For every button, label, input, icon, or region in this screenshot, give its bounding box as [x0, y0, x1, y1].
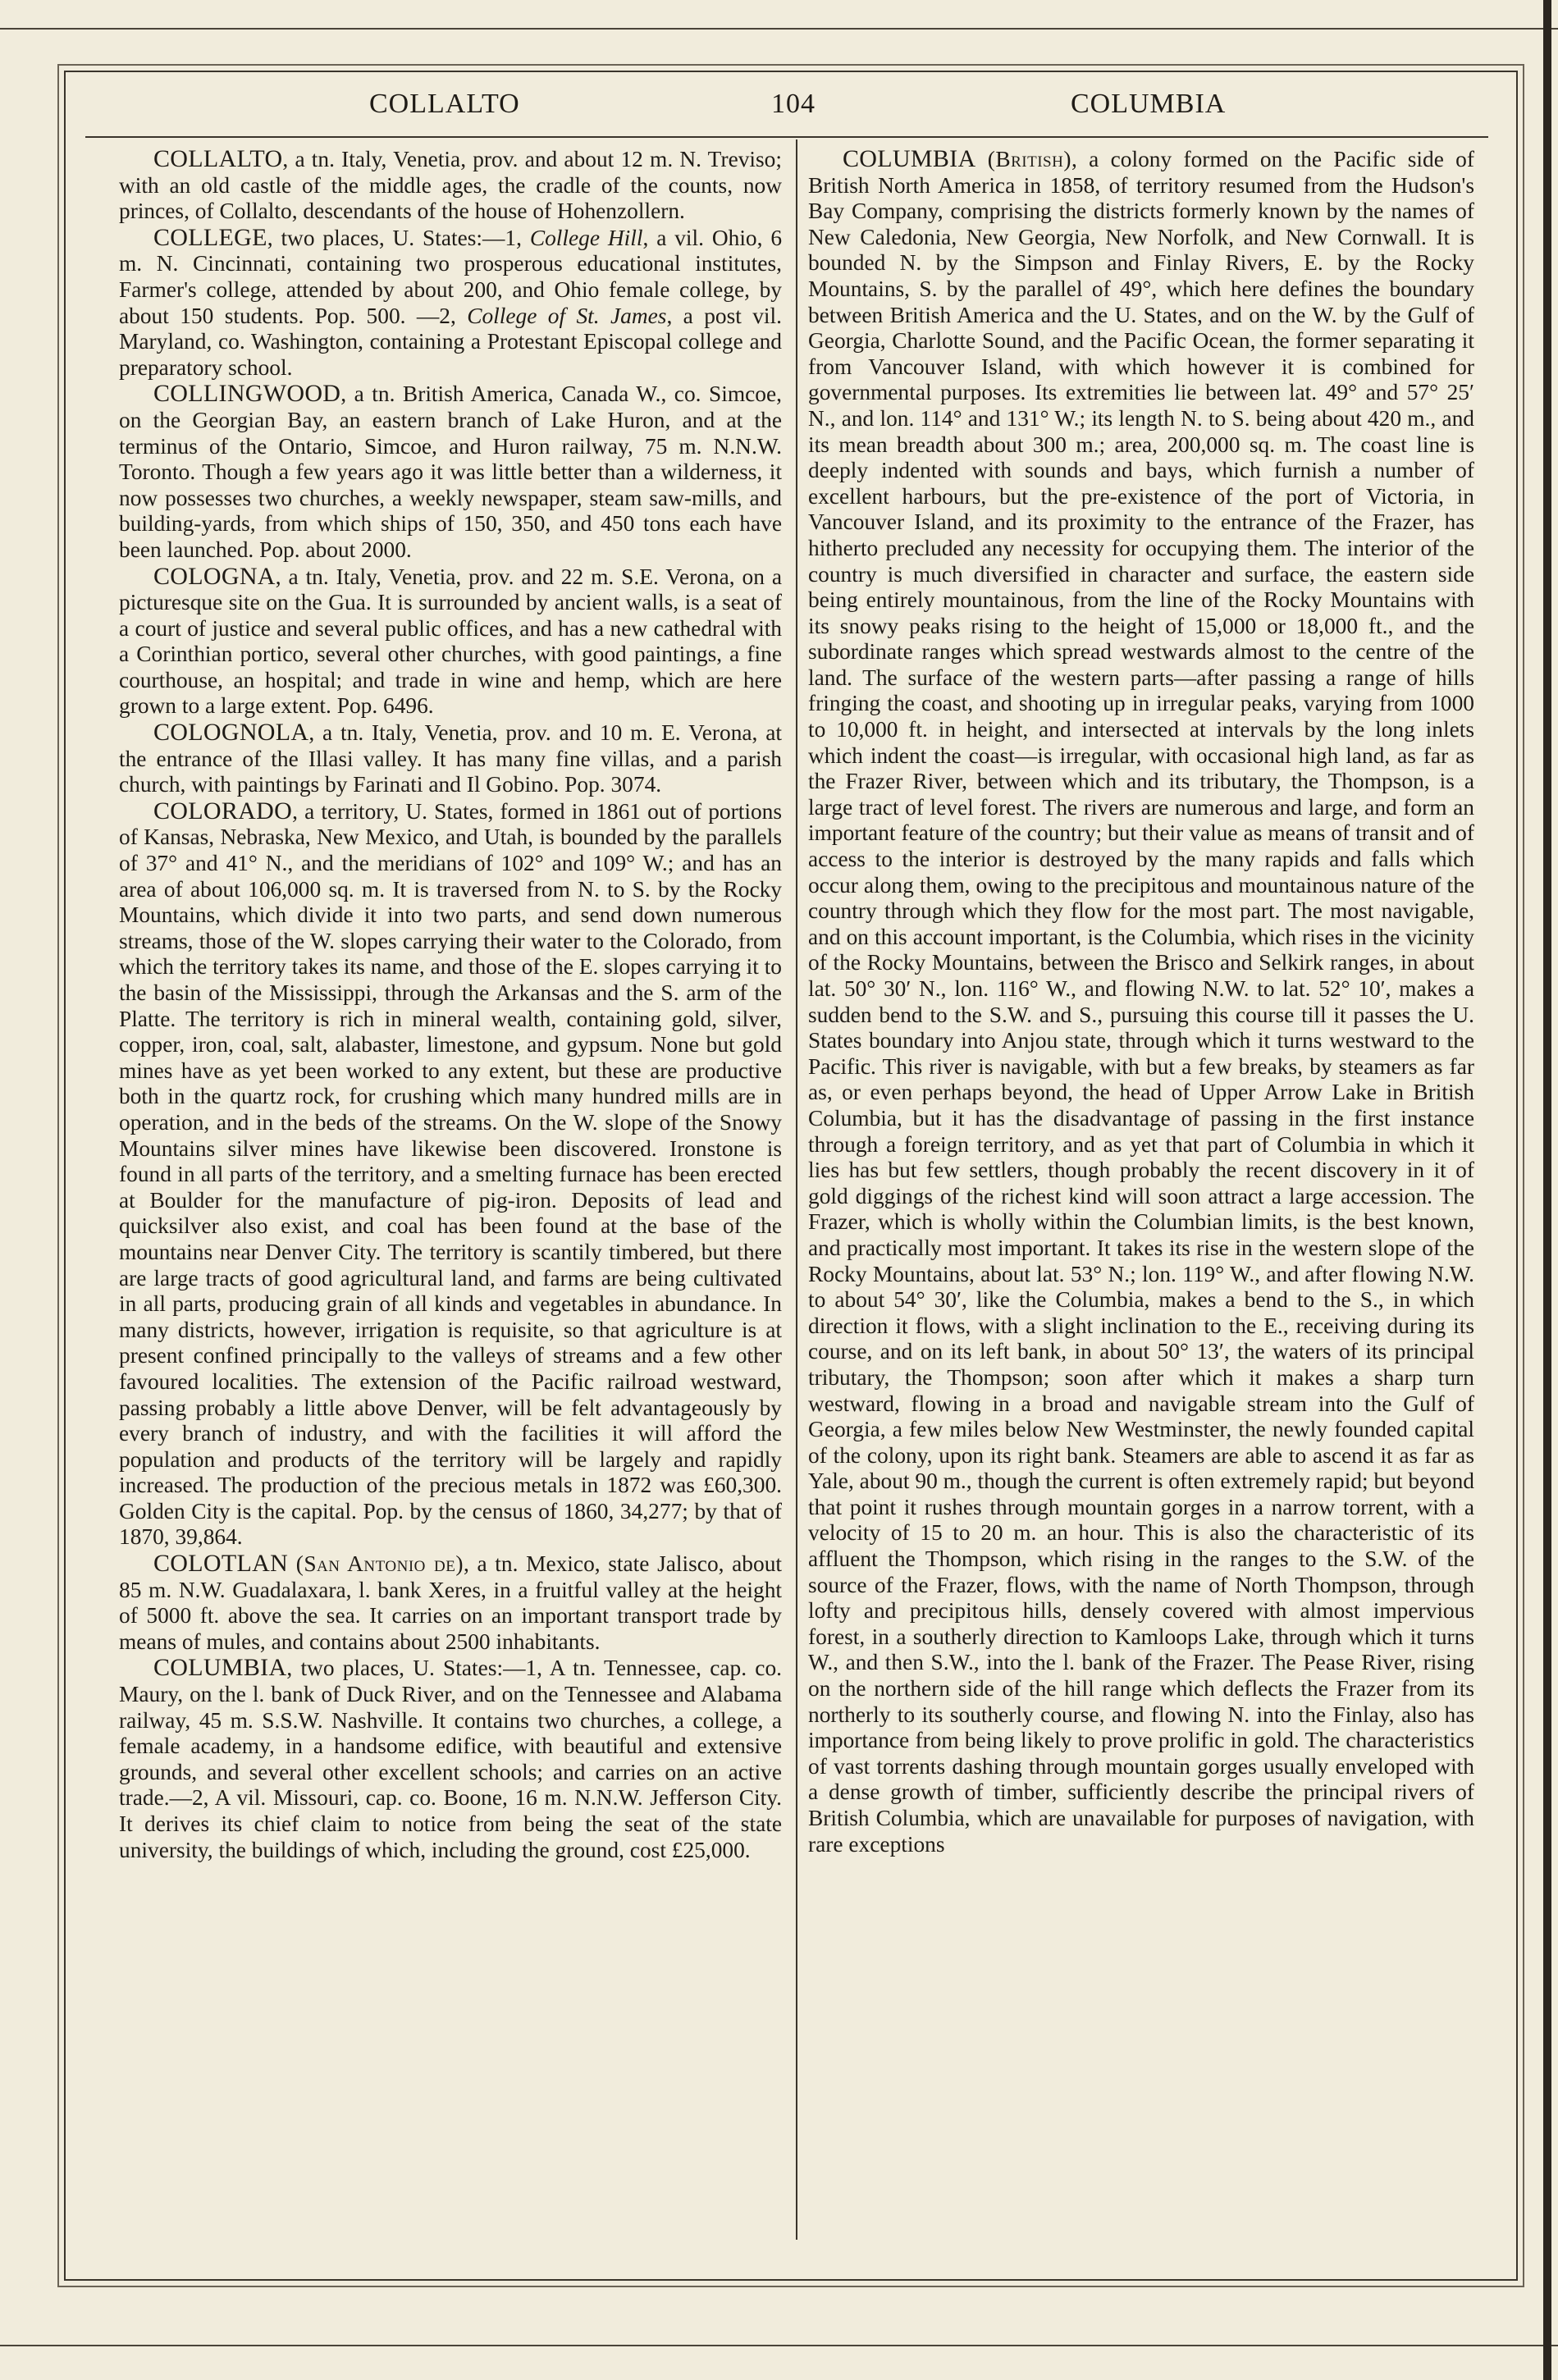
entry-text: , a colony formed on the Pacific side of British North America in 1858, of territory resumed from the Hudson's Bay Company, comprising the districts formerly known by the names of New Caledonia, New Georgia, New Norfolk, and New Cornwall. It is bounded N. by the Simpson and Finlay Rivers, E. by the Rocky Mountains, S. by the parallel of 49°, which here defines the boundary between British America and the U. States, and on the W. by the Gulf of Georgia, Charlotte Sound, and the Pacific Ocean, the former separating it from Vancouver Island, with which however it is combined for governmental purposes. Its extremities lie between lat. 49° and 57° 25′ N., and lon. 114° and 131° W.; its length N. to S. being about 420 m., and its mean breadth about 300 m.; area, 200,000 sq. m. The coast line is deeply indented with sounds and bays, which furnish a number of excellent harbours, but the pre-existence of the port of Victoria, in Vancouver Island, and its proximity to the entrance of the Frazer, has hitherto precluded any necessity for occupying them. The interior of the country is much diversified in character and surface, the eastern side being entirely mountainous, from the line of the Rocky Mountains with its snowy peaks rising to the height of 15,000 or 18,000 ft., and the subordinate ranges which spread westwards almost to the centre of the land. The surface of the western parts—after passing a range of hills fringing the coast, and shooting up in irregular peaks, varying from 1000 to 10,000 ft. in height, and intersected at intervals by the long inlets which indent the coast—is irregular, with occasional high land, as far as the Frazer River, between which and its tributary, the Thompson, is a large tract of level forest. The rivers are numerous and large, and form an important feature of the country; but their value as means of transit and of access to the interior is destroyed by the many rapids and falls which occur along them, owing to the precipitous and mountainous nature of the country through which they flow for the most part. The most navigable, and on this account important, is the Columbia, which rises in the vicinity of the Rocky Mountains, between the Brisco and Selkirk ranges, in about lat. 50° 30′ N., lon. 116° W., and flowing N.W. to lat. 52° 10′, makes a sudden bend to the S.W. and S., pursuing this course till it passes the U. States boundary into Anjou state, through which it turns westward to the Pacific. This river is navigable, with but a few breaks, by steamers as far as, or even perhaps beyond, the head of Upper Arrow Lake in British Columbia, but it has the disadvantage of passing in the first instance through a foreign territory, and as yet that part of Columbia in which it lies has but few settlers, though probably the recent discovery in it of gold diggings of the richest kind will soon attract a large accession. The Frazer, which is wholly within the Columbian limits, is the best known, and practically most important. It takes its rise in the western slope of the Rocky Mountains, about lat. 53° N.; lon. 119° W., and after flowing N.W. to about 54° 30′, like the Columbia, makes a bend to the S., in which direction it flows, with a slight inclination to the E., receiving during its course, and on its left bank, in about 50° 13′, the waters of its principal tributary, the Thompson; soon after which it makes a sharp turn westward, flowing in a broad and navigable stream into the Gulf of Georgia, a few miles below New Westminster, the newly founded capital of the colony, upon its right bank. Steamers are able to ascend it as far as Yale, about 90 m., though the current is often extremely rapid; but beyond that point it rushes through mountain gorges in a narrow torrent, with a velocity of 15 to 20 m. an hour. This is also the characteristic of its affluent the Thompson, which rising in the ranges to the S.W. of the source of the Frazer, flows, with the name of North Thompson, through lofty and precipitous hills, densely covered with almost impervious forest, in a southerly direction to Kamloops Lake, through which it turns W., and then S.W., into the l. bank of the Frazer. The Pease River, rising on the northern side of the hill range which deflects the Frazer from its northerly to its southerly course, and flowing N. into the Finlay, also has importance from being likely to prove prolific in gold. The characteristics of vast torrents dashing through mountain gorges usually enveloped with a dense growth of timber, sufficiently describe the principal rivers of British Columbia, which are unavailable for purposes of navigation, with rare exceptions	[808, 147, 1474, 1857]
entry-text: , a vil. Ohio, 6 m. N. Cincinnati, containing two prosperous educational institutes, Farmer's college, attended by about 200, and Ohio female college, by about 150 students. Pop. 500. —2,	[119, 225, 783, 328]
outer-rule-top	[0, 28, 1558, 30]
entry-text: , a tn. British America, Canada W., co. Simcoe, on the Georgian Bay, an eastern branch of Lake Huron, and at the terminus of the Ontario, Simcoe, and Huron railway, 75 m. N.N.W. Toronto. Though a few years ago it was little better than a wilderness, it now possesses two churches, a weekly newspaper, steam saw-mills, and building-yards, from which ships of 150, 350, and 450 tons each have been launched. Pop. about 2000.	[119, 381, 782, 562]
headword: COLUMBIA	[153, 1654, 287, 1682]
entry-cologna	[119, 564, 782, 720]
headword: COLLEGE	[153, 223, 267, 251]
column-divider	[796, 139, 797, 2240]
entry-colotlan	[119, 1551, 782, 1655]
entry-text: , a territory, U. States, formed in 1861 out of portions of Kansas, Nebraska, New Mexico, and Utah, is bounded by the parallels of 37° and 41° N., and the meridians of 102° and 109° W.; and has an area of about 106,000 sq. m. It is traversed from N. to S. by the Rocky Mountains, which divide it into two parts, and send down numerous streams, those of the W. slopes carrying their water to the Colorado, from which the territory takes its name, and those of the E. slopes carrying it to the basin of the Mississippi, through the Arkansas and the S. arm of the Platte. The territory is rich in mineral wealth, containing gold, silver, copper, iron, coal, salt, alabaster, limestone, and gypsum. None but gold mines have as yet been worked to any extent, but these are productive both in the quartz rock, for crushing which many hundred mills are in operation, and in the beds of the streams. On the W. slope of the Snowy Mountains silver mines have likewise been discovered. Ironstone is found in all parts of the territory, and a smelting furnace has been erected at Boulder for the manufacture of pig-iron. Deposits of lead and quicksilver also exist, and coal has been found at the base of the mountains near Denver City. The territory is scantily timbered, but there are large tracts of good agricultural land, and farms are being cultivated in all parts, producing grain of all kinds and vegetables in abundance. In many districts, however, irrigation is requisite, so that agriculture is at present confined principally to the valleys of streams and a few other favoured localities. The extension of the Pacific railroad westward, passing probably a little above Denver, will be felt advantageously by every branch of industry, and with the facilities it will afford the population and products of the territory will be largely and rapidly increased. The production of the precious metals in 1872 was £60,300. Golden City is the capital. Pop. by the census of 1860, 34,277; by that of 1870, 39,864.	[119, 798, 782, 1550]
entry-text: , a post vil. Maryland, co. Washington, containing a Protestant Episcopal college and preparatory school.	[119, 303, 782, 380]
entry-college	[119, 225, 782, 381]
entry-text: , a tn. Italy, Venetia, prov. and 22 m. S.E. Verona, on a picturesque site on the Gua. It is surrounded by ancient walls, is a seat of a court of justice and several public offices, and has a new cathedral with a Corinthian portico, several other churches, with good paintings, a fine courthouse, an hospital; and trade in wine and hemp, which are here grown to a large extent. Pop. 6496.	[119, 564, 782, 719]
page-number: 104	[771, 89, 816, 119]
entry-collalto	[119, 146, 782, 225]
entry-columbia-us	[119, 1655, 782, 1863]
headword: COLLALTO	[153, 145, 283, 172]
entry-columbia-british	[808, 146, 1474, 1857]
running-header	[98, 89, 1485, 131]
headword: COLORADO	[153, 797, 293, 825]
header-rule	[85, 136, 1488, 138]
running-title-right: COLUMBIA	[1071, 89, 1227, 119]
entry-text: , a tn. Italy, Venetia, prov. and 10 m. E. Verona, at the entrance of the Illasi valley. It has many fine villas, and a parish church, with paintings by Farinati and Il Gobino. Pop. 3074.	[119, 720, 782, 797]
entry-text: , two places, U. States:—1, A tn. Tennessee, cap. co. Maury, on the l. bank of Duck River, and on the Tennessee and Alabama railway, 45 m. S.S.W. Nashville. It contains two churches, a college, a female academy, in a handsome edifice, with beautiful and extensive grounds, and several other excellent schools; and carries on an active trade.—2, A vil. Missouri, cap. co. Boone, 16 m. N.N.W. Jefferson City. It derives its chief claim to notice from being the seat of the state university, the buildings of which, including the ground, cost £25,000.	[119, 1656, 782, 1862]
entry-colorado	[119, 798, 782, 1551]
entry-colognola	[119, 719, 782, 798]
headword: COLLINGWOOD	[153, 380, 341, 408]
entry-text: , a tn. Mexico, state Jalisco, about 85 m. N.W. Guadalaxara, l. bank Xeres, in a fruitful valley at the height of 5000 ft. above the sea. It carries on an important transport trade by means of mules, and contains about 2500 inhabitants.	[119, 1551, 782, 1654]
entry-italic-place: College of St. James	[467, 303, 667, 328]
entry-qualifier: (British)	[987, 147, 1071, 171]
left-column	[119, 146, 782, 1863]
binding-edge	[1543, 0, 1551, 2380]
running-title-left: COLLALTO	[369, 89, 520, 119]
headword: COLUMBIA	[843, 145, 976, 172]
entry-text: , a tn. Italy, Venetia, prov. and about 12 m. N. Treviso; with an old castle of the middle ages, the cradle of the counts, now princes, of Collalto, descendants of the house of Hohenzollern.	[119, 147, 782, 224]
headword: COLOGNA	[153, 562, 276, 590]
entry-text: , two places, U. States:—1,	[267, 225, 530, 250]
entry-italic-place: College Hill	[529, 225, 643, 250]
entry-collingwood	[119, 381, 782, 563]
right-column	[808, 146, 1474, 1857]
headword: COLOTLAN	[153, 1550, 289, 1578]
outer-rule-bottom	[0, 2345, 1558, 2346]
entry-qualifier: (San Antonio de)	[295, 1551, 464, 1577]
headword: COLOGNOLA	[153, 719, 309, 747]
